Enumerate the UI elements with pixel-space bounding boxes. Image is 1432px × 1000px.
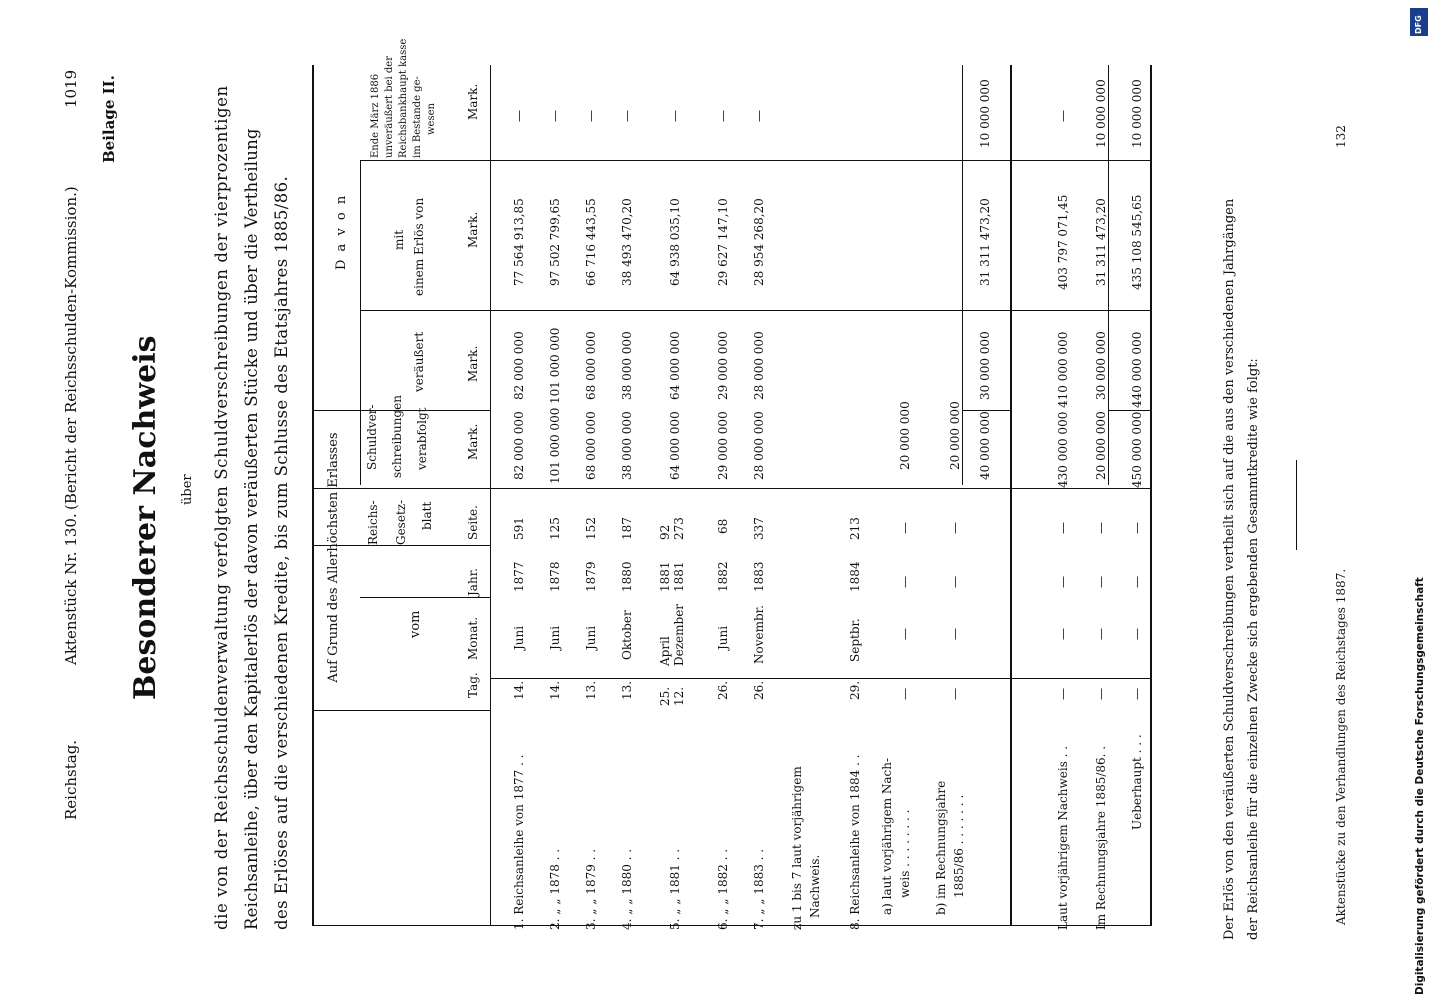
dash: — xyxy=(898,688,912,700)
row-seite: 125 xyxy=(548,517,562,540)
dash: — xyxy=(1130,628,1144,640)
row-tag: 14. xyxy=(512,680,526,700)
row-tag: 13. xyxy=(620,680,634,700)
row-erloes: 66 716 443,55 xyxy=(584,198,598,286)
row-bestand: — xyxy=(512,110,526,122)
row-label: 3. „ „ 1879 . . xyxy=(584,848,598,930)
row-monat: Juni xyxy=(716,625,730,650)
th-seite: Seite. xyxy=(466,505,480,540)
zu1bis7-line-2: Nachweis. xyxy=(808,854,822,918)
row-label: 4. „ „ 1880 . . xyxy=(620,848,634,930)
row-veraeussert: 82 000 000 xyxy=(512,331,526,400)
ueber-veraeussert: 440 000 000 xyxy=(1130,331,1144,408)
th-ende-1: Ende März 1886 xyxy=(370,73,381,158)
row-monat: April Dezember xyxy=(658,603,686,666)
footer-bottom-note: Aktenstücke zu den Verhandlungen des Reichstages 1887. xyxy=(1334,568,1348,925)
dash: — xyxy=(1130,522,1144,534)
th-mark-4: Mark. xyxy=(466,83,480,120)
row-erloes: 97 502 799,65 xyxy=(548,198,562,286)
th-vom: vom xyxy=(408,610,423,638)
row-erloes: 29 627 147,10 xyxy=(716,198,730,286)
row-bestand: — xyxy=(716,110,730,122)
row-veraeussert: 101 000 000 xyxy=(548,327,562,404)
title-ueber: über xyxy=(180,474,195,505)
title-line-3: des Erlöses auf die verschiedenen Kredite, bis zum Schlusse des Etatsjahres 1885/86. xyxy=(272,175,291,930)
th-ende-4: im Bestande ge- xyxy=(412,76,423,158)
th-veraeussert: veräußert xyxy=(412,331,426,392)
ueber-bestand: 10 000 000 xyxy=(1130,79,1144,148)
row-jahr: 1877 xyxy=(512,561,526,592)
row-monat: Juni xyxy=(584,625,598,650)
row-erloes: 77 564 913,85 xyxy=(512,198,526,286)
row-jahr: 1878 xyxy=(548,561,562,592)
th-tag: Tag. xyxy=(466,672,480,698)
row-seite: 68 xyxy=(716,518,730,534)
dash: — xyxy=(898,576,912,588)
row8-jahr: 1884 xyxy=(848,561,862,592)
zu1bis7-line-1: zu 1 bis 7 laut vorjährigem xyxy=(790,766,804,930)
footer-text-1: Der Erlös von den veräußerten Schuldverschreibungen vertheilt sich auf die aus den verschiedenen Jahrgängen xyxy=(1222,198,1237,940)
im-label: Im Rechnungsjahre 1885/86. . xyxy=(1094,745,1108,930)
row-monat: Oktober xyxy=(620,610,634,660)
row-jahr: 1882 xyxy=(716,561,730,592)
header-beilage: Beilage II. xyxy=(100,75,118,163)
row-verabfolgt: 29 000 000 xyxy=(716,411,730,480)
dash: — xyxy=(948,576,962,588)
row-bestand: — xyxy=(752,110,766,122)
dash: — xyxy=(1094,628,1108,640)
row-seite: 337 xyxy=(752,517,766,540)
th-davon: D a v o n xyxy=(334,193,349,270)
row-veraeussert: 64 000 000 xyxy=(668,331,682,400)
header-aktenstueck: Aktenstück Nr. 130. xyxy=(62,513,80,665)
row8b-label-1: b) im Rechnungsjahre xyxy=(934,780,948,915)
row-veraeussert: 68 000 000 xyxy=(584,331,598,400)
row8-sum-verabfolgt: 40 000 000 xyxy=(978,411,992,480)
row-jahr: 1883 xyxy=(752,561,766,592)
row-seite: 187 xyxy=(620,517,634,540)
ueber-verabfolgt: 450 000 000 xyxy=(1130,411,1144,488)
th-auf-grund: Auf Grund des Allerhöchsten Erlasses xyxy=(326,432,341,683)
row8a-label-2: weis . . . . . . . . xyxy=(898,809,912,898)
row-jahr: 1879 xyxy=(584,561,598,592)
th-mark-2: Mark. xyxy=(466,345,480,382)
th-mit-1: mit xyxy=(392,229,406,250)
row-verabfolgt: 64 000 000 xyxy=(668,411,682,480)
th-schuld-2: schreibungen xyxy=(390,395,404,478)
laut-erloes: 403 797 071,45 xyxy=(1056,194,1070,290)
row-seite: 152 xyxy=(584,517,598,540)
dash: — xyxy=(1056,576,1070,588)
th-blatt: blatt xyxy=(420,501,434,530)
th-monat: Monat. xyxy=(466,616,480,660)
im-veraeussert: 30 000 000 xyxy=(1094,331,1108,400)
row-monat: Juni xyxy=(548,625,562,650)
row-veraeussert: 28 000 000 xyxy=(752,331,766,400)
row-tag: 13. xyxy=(584,680,598,700)
laut-bestand: — xyxy=(1056,110,1070,122)
footer-text-2: der Reichsanleihe für die einzelnen Zwecke sich ergebenden Gesammtkredite wie folgt: xyxy=(1246,358,1261,940)
ueber-erloes: 435 108 545,65 xyxy=(1130,194,1144,290)
dash: — xyxy=(1056,522,1070,534)
th-ende-2: unveräußert bei der xyxy=(384,55,395,158)
row-seite: 92 273 xyxy=(658,517,686,540)
th-jahr: Jahr. xyxy=(466,568,480,596)
title-line-2: Reichsanleihe, über den Kapitalerlös der davon veräußerten Stücke und über die Vertheilung xyxy=(242,128,261,930)
row8-tag: 29. xyxy=(848,680,862,700)
page-title: Besonderer Nachweis xyxy=(128,335,163,700)
row8-sum-veraeussert: 30 000 000 xyxy=(978,331,992,400)
row-label: 6. „ „ 1882 . . xyxy=(716,848,730,930)
th-schuld-3: verabfolgt xyxy=(415,407,429,470)
row-veraeussert: 38 000 000 xyxy=(620,331,634,400)
row-verabfolgt: 28 000 000 xyxy=(752,411,766,480)
row-verabfolgt: 38 000 000 xyxy=(620,411,634,480)
row-erloes: 64 938 035,10 xyxy=(668,198,682,286)
dash: — xyxy=(948,628,962,640)
laut-veraeussert: 410 000 000 xyxy=(1056,331,1070,408)
row8-monat: Septbr. xyxy=(848,618,862,662)
laut-verabfolgt: 430 000 000 xyxy=(1056,411,1070,488)
title-line-1: die von der Reichsschuldenverwaltung verfolgten Schuldverschreibungen der vierprozentigen xyxy=(212,85,231,930)
row-tag: 26. xyxy=(752,680,766,700)
dash: — xyxy=(948,688,962,700)
row-verabfolgt: 101 000 000 xyxy=(548,407,562,484)
dash: — xyxy=(1056,628,1070,640)
row-seite: 591 xyxy=(512,517,526,540)
row8-sum-bestand: 10 000 000 xyxy=(978,79,992,148)
row-verabfolgt: 82 000 000 xyxy=(512,411,526,480)
row-tag: 25. 12. xyxy=(658,686,686,706)
row8-label: 8. Reichsanleihe von 1884 . . xyxy=(848,754,862,930)
dfg-notice: Digitalisierung gefördert durch die Deutsche Forschungsgemeinschaft xyxy=(1414,577,1426,995)
dash: — xyxy=(1094,522,1108,534)
dfg-logo xyxy=(1410,8,1428,36)
row-bestand: — xyxy=(620,110,634,122)
row8-sum-erloes: 31 311 473,20 xyxy=(978,198,992,286)
row-label: 7. „ „ 1883 . . xyxy=(752,848,766,930)
row-label: 1. Reichsanleihe von 1877 . . xyxy=(512,754,526,930)
row-verabfolgt: 68 000 000 xyxy=(584,411,598,480)
row-bestand: — xyxy=(548,110,562,122)
laut-label: Laut vorjährigem Nachweis . . xyxy=(1056,745,1070,930)
dash: — xyxy=(1056,688,1070,700)
row-jahr: 1880 xyxy=(620,561,634,592)
row8b-verabfolgt: 20 000 000 xyxy=(948,401,962,470)
row-label: 5. „ „ 1881 . . xyxy=(668,848,682,930)
dash: — xyxy=(1130,576,1144,588)
dash: — xyxy=(1130,688,1144,700)
row-veraeussert: 29 000 000 xyxy=(716,331,730,400)
header-page-number: 1019 xyxy=(62,69,80,108)
ueber-label: Ueberhaupt . . . xyxy=(1130,734,1144,830)
th-ende-3: Reichsbankhaupt kasse xyxy=(398,38,409,158)
dash: — xyxy=(898,628,912,640)
row-jahr: 1881 1881 xyxy=(658,561,686,592)
row-tag: 26. xyxy=(716,680,730,700)
im-bestand: 10 000 000 xyxy=(1094,79,1108,148)
dash: — xyxy=(1094,576,1108,588)
row-monat: Juni xyxy=(512,625,526,650)
dfg-logo-text: DFG xyxy=(1414,15,1423,34)
header-bericht: (Bericht der Reichsschulden-Kommission.) xyxy=(62,186,80,510)
th-ende-5: wesen xyxy=(426,103,437,135)
row8a-verabfolgt: 20 000 000 xyxy=(898,401,912,470)
th-gesetz: Gesetz- xyxy=(394,499,408,545)
row-monat: Novembr. xyxy=(752,605,766,664)
th-schuld-1: Schuldver- xyxy=(365,404,379,470)
row8-seite: 213 xyxy=(848,517,862,540)
footer-sheet-num: 132 xyxy=(1334,125,1348,148)
row-erloes: 28 954 268,20 xyxy=(752,198,766,286)
row-erloes: 38 493 470,20 xyxy=(620,198,634,286)
th-reichs: Reichs- xyxy=(366,500,380,545)
dash: — xyxy=(1094,688,1108,700)
dash: — xyxy=(898,522,912,534)
header-left: Reichstag. xyxy=(62,739,80,820)
th-mit-2: einem Erlös von xyxy=(412,197,426,296)
dash: — xyxy=(948,522,962,534)
row-bestand: — xyxy=(668,110,682,122)
row8b-label-2: 1885/86 . . . . . . . xyxy=(952,794,966,898)
th-mark-1: Mark. xyxy=(466,423,480,460)
row8a-label-1: a) laut vorjährigem Nach- xyxy=(880,757,894,915)
im-erloes: 31 311 473,20 xyxy=(1094,198,1108,286)
row-tag: 14. xyxy=(548,680,562,700)
row-bestand: — xyxy=(584,110,598,122)
row-label: 2. „ „ 1878 . . xyxy=(548,848,562,930)
th-mark-3: Mark. xyxy=(466,211,480,248)
im-verabfolgt: 20 000 000 xyxy=(1094,411,1108,480)
